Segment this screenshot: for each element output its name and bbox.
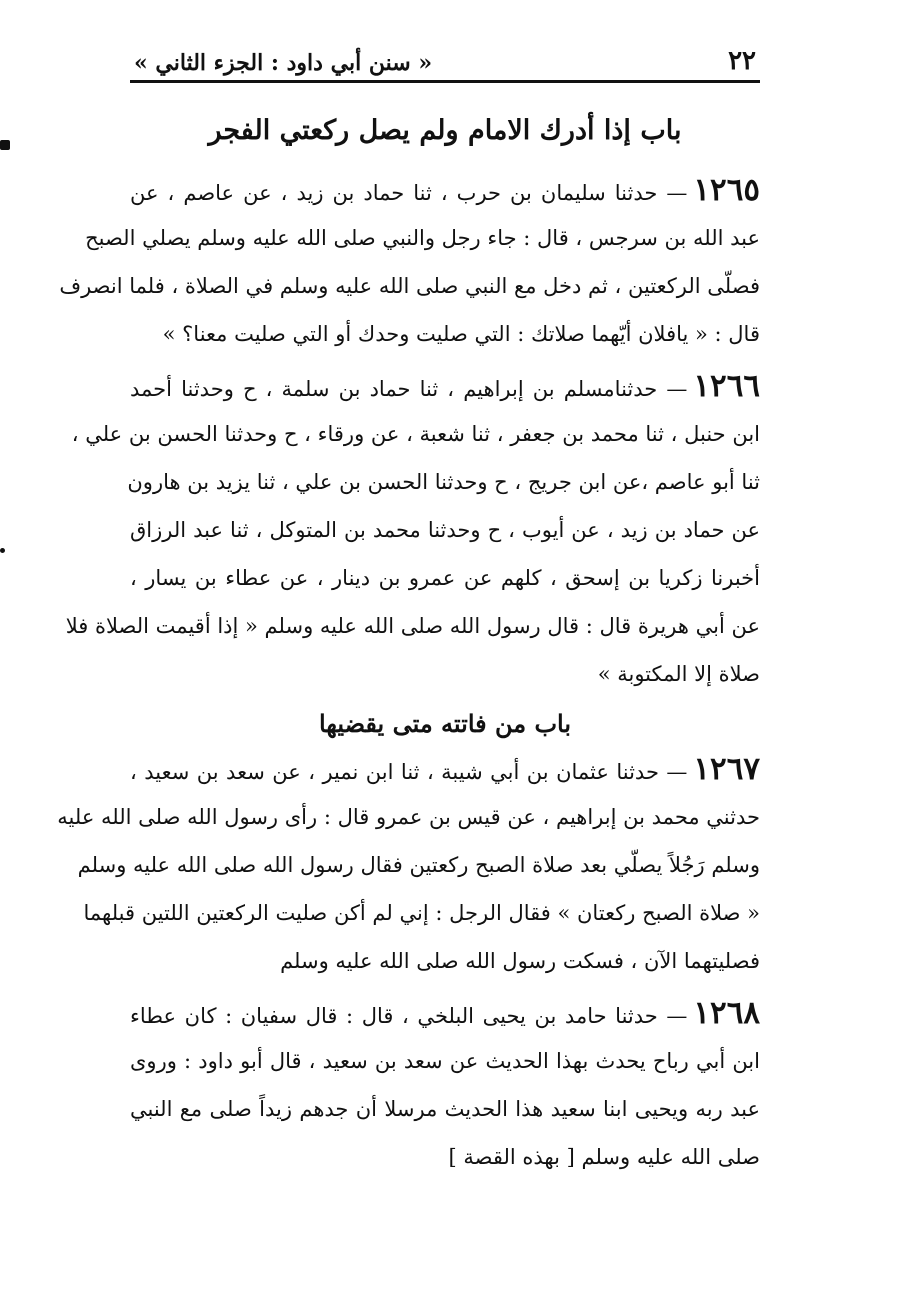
chapter-title: باب إذا أدرك الامام ولم يصل ركعتي الفجر [208,115,682,146]
book-page [57,40,760,1280]
hadith-line: حدثني محمد بن إبراهيم ، عن قيس بن عمرو قال : رأى رسول الله صلى الله عليه [57,805,760,830]
hadith-line: فصلّى الركعتين ، ثم دخل مع النبي صلى الله عليه وسلم في الصلاة ، فلما انصرف [59,274,760,299]
running-title: « سنن أبي داود : الجزء الثاني » [134,50,433,76]
hadith-1265 [59,166,760,358]
hadith-number: ١٢٦٨ [693,995,760,1032]
hadith-line: فصليتهما الآن ، فسكت رسول الله صلى الله عليه وسلم [280,949,760,974]
hadith-number: ١٢٦٦ [693,368,760,405]
header-rule [130,80,760,83]
hadith-line: ١٢٦٨— حدثنا حامد بن يحيى البلخي ، قال : قال سفيان : كان عطاء [130,995,760,1032]
scan-edge-mark [0,548,5,553]
scan-edge-mark [0,140,10,150]
hadith-line: عبد ربه ويحيى ابنا سعيد هذا الحديث مرسلا أن جدهم زيداً صلى مع النبي [130,1097,760,1122]
hadith-line: وسلم رَجُلاً يصلّي بعد صلاة الصبح ركعتين فقال رسول الله صلى الله عليه وسلم [77,853,760,878]
hadith-1266 [65,362,760,698]
hadith-line: أخبرنا زكريا بن إسحق ، كلهم عن عمرو بن دينار ، عن عطاء بن يسار ، [130,566,760,591]
chapter-title: باب من فاتته متى يقضيها [318,709,572,739]
hadith-line: ثنا أبو عاصم ،عن ابن جريج ، ح وحدثنا الحسن بن علي ، ثنا يزيد بن هارون [127,470,760,495]
hadith-line: ابن أبي رباح يحدث بهذا الحديث عن سعد بن سعيد ، قال أبو داود : وروى [130,1049,760,1074]
hadith-1268 [130,989,760,1181]
hadith-line: « صلاة الصبح ركعتان » فقال الرجل : إني لم أكن صليت الركعتين اللتين قبلهما [83,901,760,926]
hadith-line: صلاة إلا المكتوبة » [597,662,760,687]
page-header [130,40,760,76]
hadith-number: ١٢٦٧ [693,751,760,788]
hadith-line: عن أبي هريرة قال : قال رسول الله صلى الله عليه وسلم « إذا أقيمت الصلاة فلا [65,614,760,639]
hadith-line: قال : « يافلان أيّهما صلاتك : التي صليت وحدك أو التي صليت معنا؟ » [162,322,760,347]
hadith-line: عبد الله بن سرجس ، قال : جاء رجل والنبي صلى الله عليه وسلم يصلي الصبح [85,226,760,251]
hadith-line: عن حماد بن زيد ، عن أيوب ، ح وحدثنا محمد بن المتوكل ، ثنا عبد الرزاق [130,518,760,543]
hadith-number: ١٢٦٥ [693,172,760,209]
hadith-line: ١٢٦٥— حدثنا سليمان بن حرب ، ثنا حماد بن زيد ، عن عاصم ، عن [130,172,760,209]
hadith-1267 [57,745,760,985]
bracket-note: [ بهذه القصة ] [448,1145,575,1170]
hadith-line: ابن حنبل ، ثنا محمد بن جعفر ، ثنا شعبة ، عن ورقاء ، ح وحدثنا الحسن بن علي ، [71,422,760,447]
hadith-line: صلى الله عليه وسلم [ بهذه القصة ] [448,1145,760,1170]
hadith-line: ١٢٦٦— حدثنامسلم بن إبراهيم ، ثنا حماد بن سلمة ، ح وحدثنا أحمد [130,368,760,405]
hadith-line: ١٢٦٧— حدثنا عثمان بن أبي شيبة ، ثنا ابن نمير ، عن سعد بن سعيد ، [130,751,760,788]
page-number: ٢٢ [728,46,756,76]
